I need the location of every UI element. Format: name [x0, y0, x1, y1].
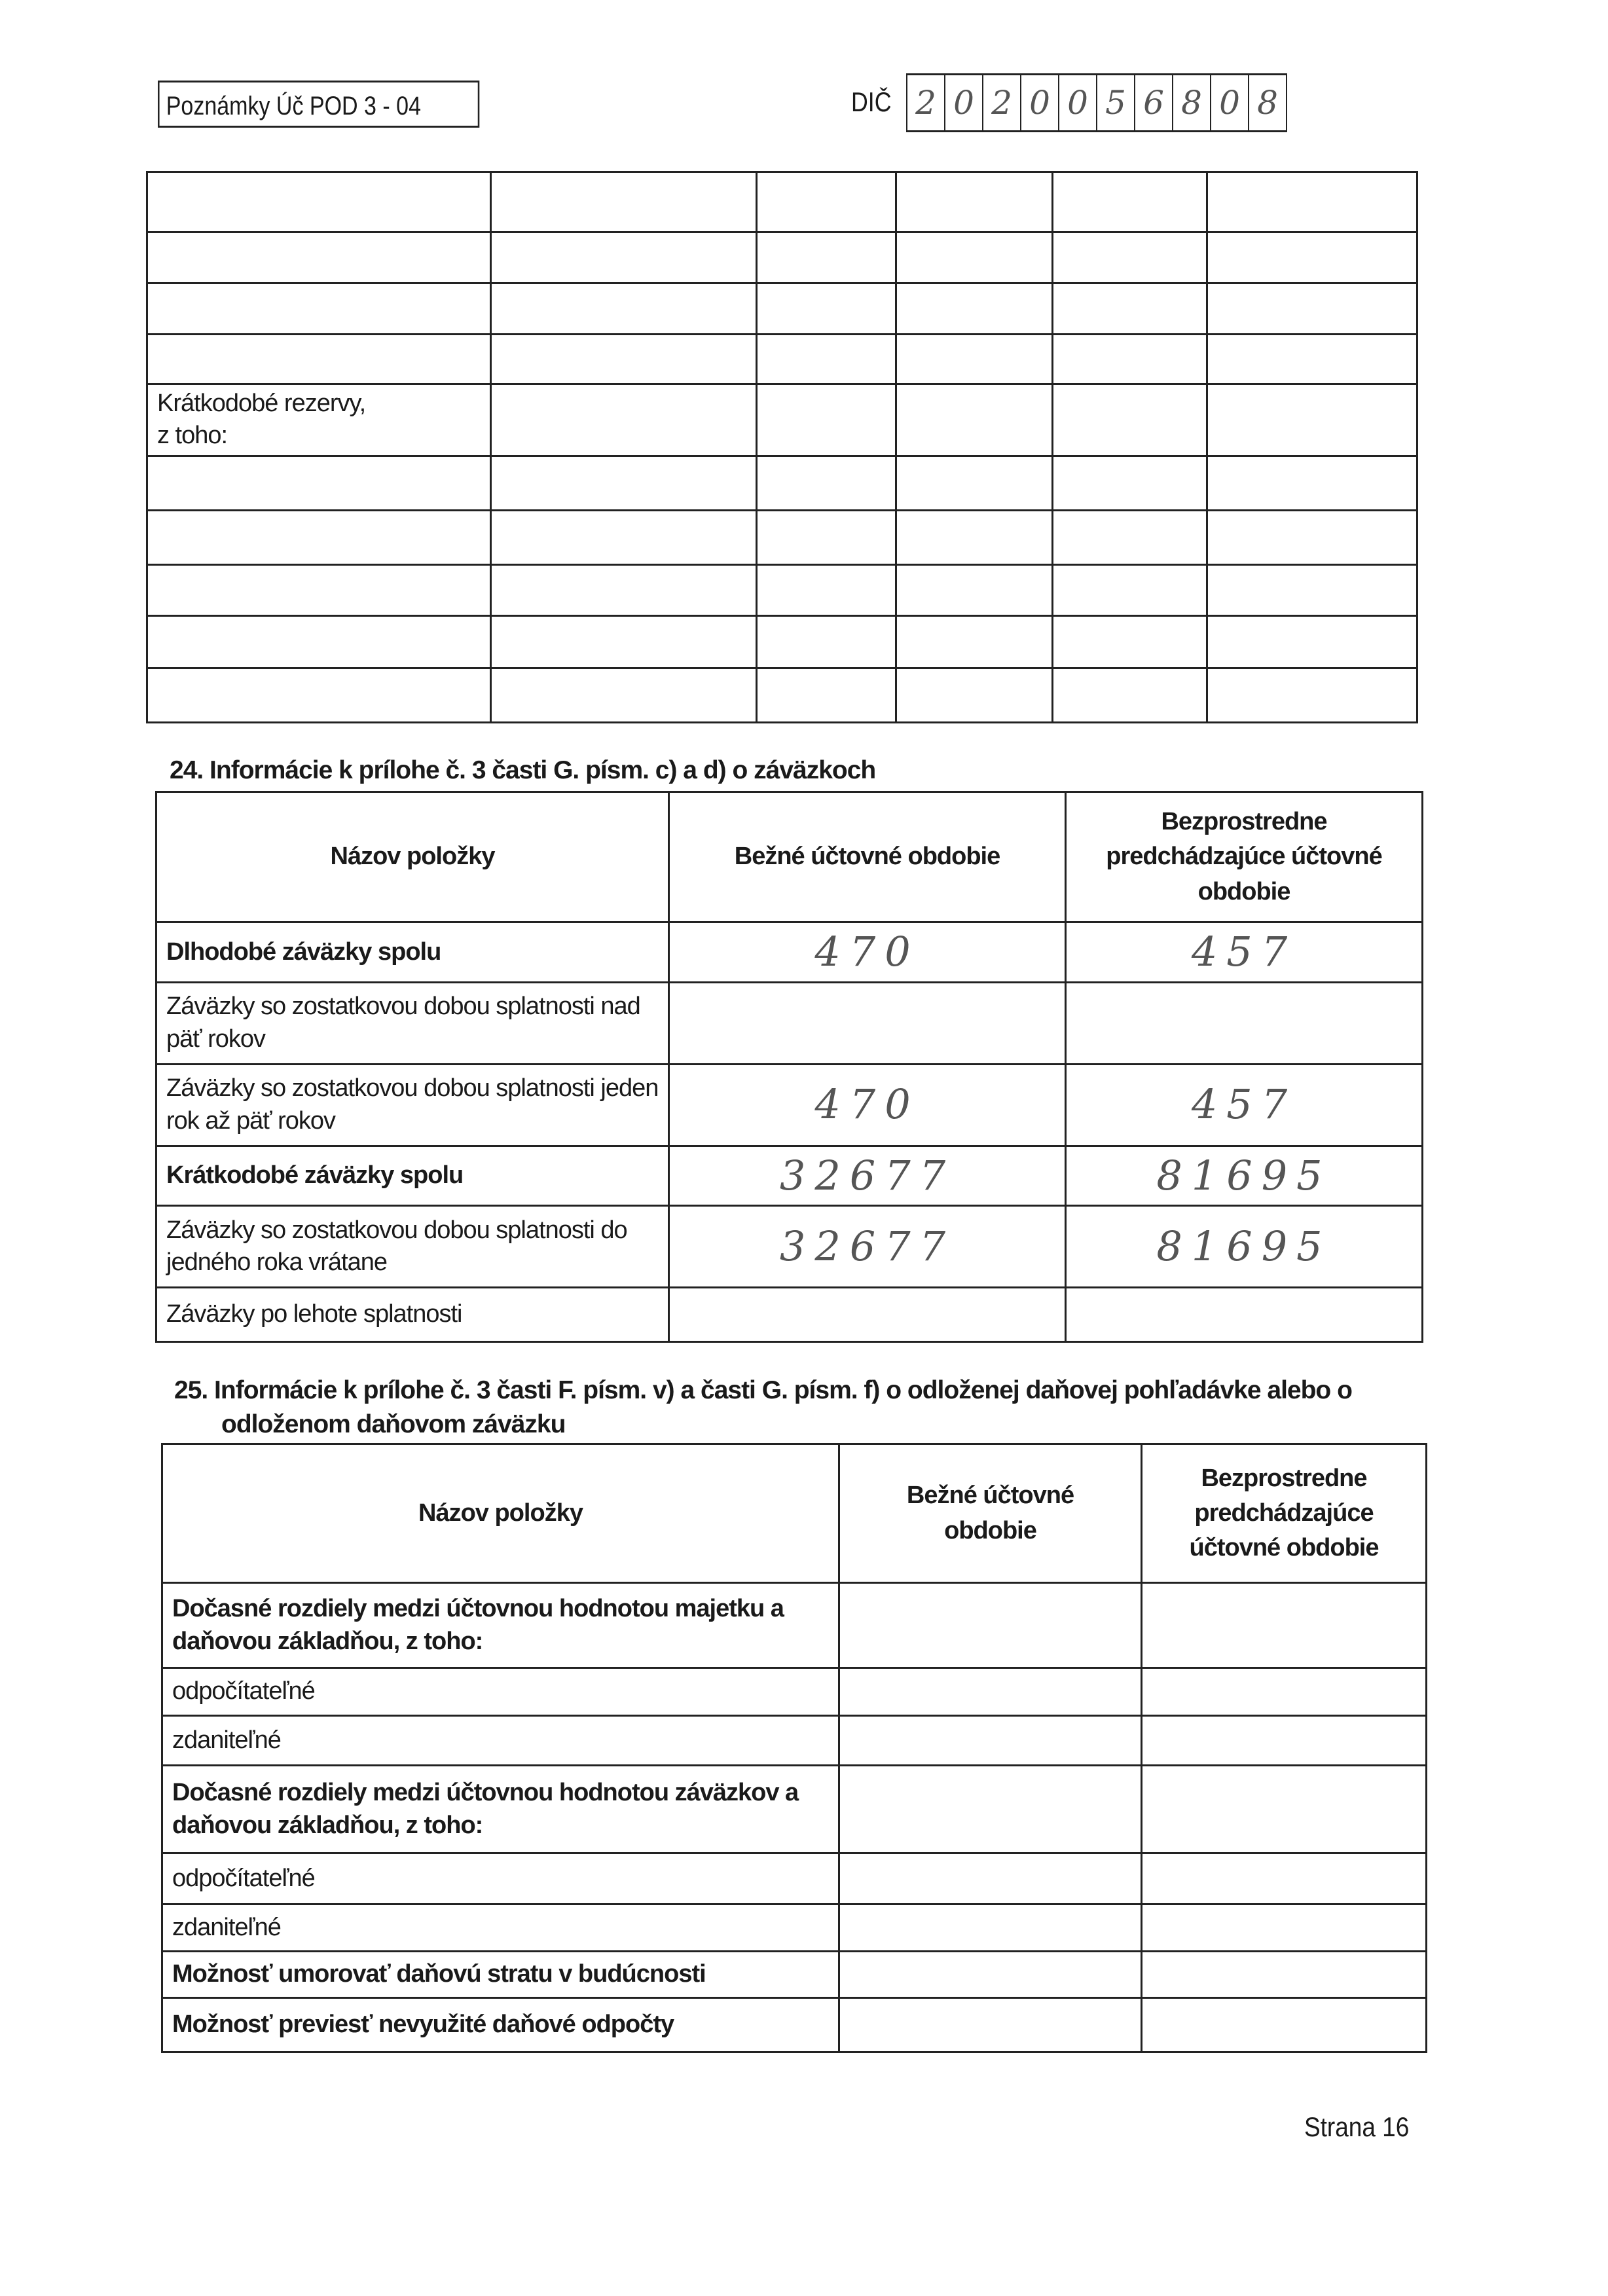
value-cell [896, 456, 1053, 510]
value-cell [1053, 172, 1207, 232]
value-cell [757, 615, 896, 668]
current-value [669, 1288, 1066, 1342]
value-cell [1207, 668, 1417, 722]
value-cell [896, 668, 1053, 722]
table-row [147, 283, 1417, 335]
section-25-title: 25. Informácie k prílohe č. 3 časti F. písm. v) a časti G. písm. f) o odloženej daňovej pohľadávke alebo o odloženom daňovom záväzku [174, 1376, 1352, 1438]
value-cell [491, 456, 757, 510]
dic-digit: 6 [1135, 75, 1173, 130]
current-value: 470 [669, 1064, 1066, 1146]
table-row [162, 1716, 1427, 1766]
value-cell [1053, 384, 1207, 456]
table-row [156, 982, 1423, 1064]
value-cell [757, 232, 896, 283]
row-label [147, 283, 491, 335]
value-cell [757, 172, 896, 232]
previous-value: 457 [1066, 922, 1423, 983]
table-row [147, 510, 1417, 564]
dic-label: DIČ [851, 86, 892, 117]
row-label: Záväzky po lehote splatnosti [156, 1288, 669, 1342]
value-cell [896, 384, 1053, 456]
dic-digit: 0 [945, 75, 983, 130]
value-cell [491, 384, 757, 456]
value-cell [1053, 615, 1207, 668]
row-label: Záväzky so zostatkovou dobou splatnosti do jedného roka vrátane [156, 1206, 669, 1288]
dic-digit: 2 [907, 75, 945, 130]
row-label: Záväzky so zostatkovou dobou splatnosti jeden rok až päť rokov [156, 1064, 669, 1146]
dic-digit: 0 [1211, 75, 1249, 130]
value-cell [491, 335, 757, 384]
row-label [147, 564, 491, 615]
value-cell [1207, 615, 1417, 668]
current-value: 32677 [669, 1206, 1066, 1288]
value-cell [896, 564, 1053, 615]
value-cell [491, 564, 757, 615]
value-cell [1207, 172, 1417, 232]
row-label: odpočítateľné [162, 1853, 839, 1904]
row-label: Krátkodobé záväzky spolu [156, 1146, 669, 1206]
value-cell [1207, 456, 1417, 510]
row-label: zdaniteľné [162, 1716, 839, 1766]
row-label [147, 335, 491, 384]
value-cell [491, 283, 757, 335]
value-cell [839, 1853, 1142, 1904]
value-cell [1142, 1716, 1427, 1766]
value-cell [757, 668, 896, 722]
row-label [147, 232, 491, 283]
reserves-table [146, 171, 1418, 723]
value-cell [491, 510, 757, 564]
table-row [162, 1583, 1427, 1668]
table-row [156, 922, 1423, 983]
value-cell [1207, 510, 1417, 564]
value-cell [491, 615, 757, 668]
previous-value: 81695 [1066, 1206, 1423, 1288]
value-cell [1053, 335, 1207, 384]
value-cell [896, 615, 1053, 668]
col-header: Bežné účtovné obdobie [839, 1444, 1142, 1583]
value-cell [1207, 283, 1417, 335]
previous-value: 457 [1066, 1064, 1423, 1146]
table-row [156, 1064, 1423, 1146]
value-cell [839, 1952, 1142, 1998]
row-label: Možnosť umorovať daňovú stratu v budúcnosti [162, 1952, 839, 1998]
row-label [147, 615, 491, 668]
table-row [147, 456, 1417, 510]
table-row [147, 335, 1417, 384]
col-header: Bezprostredne predchádzajúce účtovné obdobie [1066, 792, 1423, 922]
current-value [669, 982, 1066, 1064]
row-label: Možnosť previesť nevyužité daňové odpočty [162, 1998, 839, 2052]
value-cell [896, 283, 1053, 335]
value-cell [1142, 1904, 1427, 1952]
value-cell [1142, 1766, 1427, 1853]
row-label [147, 456, 491, 510]
value-cell [839, 1998, 1142, 2052]
table-row [147, 172, 1417, 232]
value-cell [896, 510, 1053, 564]
value-cell [1142, 1952, 1427, 1998]
value-cell [896, 335, 1053, 384]
value-cell [1142, 1998, 1427, 2052]
liabilities-table [155, 791, 1423, 1343]
table-row [147, 232, 1417, 283]
row-label: Záväzky so zostatkovou dobou splatnosti nad päť rokov [156, 982, 669, 1064]
table-row [156, 1206, 1423, 1288]
row-label [147, 510, 491, 564]
row-label: zdaniteľné [162, 1904, 839, 1952]
current-value: 470 [669, 922, 1066, 983]
col-header: Bezprostredne predchádzajúce účtovné obdobie [1142, 1444, 1427, 1583]
previous-value [1066, 1288, 1423, 1342]
value-cell [1207, 335, 1417, 384]
value-cell [757, 384, 896, 456]
table-row [156, 1288, 1423, 1342]
value-cell [839, 1904, 1142, 1952]
value-cell [1142, 1583, 1427, 1668]
table-row [147, 384, 1417, 456]
table-row [147, 564, 1417, 615]
value-cell [896, 172, 1053, 232]
dic-digit: 0 [1059, 75, 1097, 130]
value-cell [757, 456, 896, 510]
dic-digit: 8 [1173, 75, 1211, 130]
value-cell [839, 1716, 1142, 1766]
row-label: odpočítateľné [162, 1668, 839, 1716]
value-cell [1142, 1668, 1427, 1716]
value-cell [1053, 510, 1207, 564]
table-row [147, 615, 1417, 668]
form-code: Poznámky Úč POD 3 - 04 [158, 81, 479, 128]
value-cell [491, 668, 757, 722]
value-cell [1053, 283, 1207, 335]
value-cell [1053, 668, 1207, 722]
row-label: Dlhodobé záväzky spolu [156, 922, 669, 983]
value-cell [1207, 232, 1417, 283]
deferred-tax-table [161, 1443, 1427, 2053]
previous-value [1066, 982, 1423, 1064]
section-24-title: 24. Informácie k prílohe č. 3 časti G. písm. c) a d) o záväzkoch [170, 756, 876, 784]
table-row [162, 1766, 1427, 1853]
value-cell [757, 510, 896, 564]
value-cell [1207, 564, 1417, 615]
value-cell [491, 232, 757, 283]
row-label [147, 172, 491, 232]
value-cell [757, 283, 896, 335]
dic-field [906, 73, 1287, 132]
col-header: Názov položky [162, 1444, 839, 1583]
value-cell [757, 564, 896, 615]
value-cell [1053, 232, 1207, 283]
col-header: Názov položky [156, 792, 669, 922]
value-cell [839, 1766, 1142, 1853]
previous-value: 81695 [1066, 1146, 1423, 1206]
row-label: Dočasné rozdiely medzi účtovnou hodnotou záväzkov a daňovou základňou, z toho: [162, 1766, 839, 1853]
value-cell [491, 172, 757, 232]
row-label [147, 668, 491, 722]
table-row [162, 1853, 1427, 1904]
value-cell [1053, 456, 1207, 510]
dic-digit: 5 [1097, 75, 1135, 130]
value-cell [1142, 1853, 1427, 1904]
value-cell [1053, 564, 1207, 615]
table-row [162, 1904, 1427, 1952]
value-cell [896, 232, 1053, 283]
value-cell [839, 1668, 1142, 1716]
value-cell [757, 335, 896, 384]
table-row [162, 1952, 1427, 1998]
dic-digit: 8 [1249, 75, 1287, 130]
table-row [147, 668, 1417, 722]
value-cell [839, 1583, 1142, 1668]
col-header: Bežné účtovné obdobie [669, 792, 1066, 922]
table-row [156, 1146, 1423, 1206]
dic-digit: 0 [1021, 75, 1059, 130]
current-value: 32677 [669, 1146, 1066, 1206]
row-label: Krátkodobé rezervy, z toho: [147, 384, 491, 456]
table-row [162, 1668, 1427, 1716]
row-label: Dočasné rozdiely medzi účtovnou hodnotou majetku a daňovou základňou, z toho: [162, 1583, 839, 1668]
value-cell [1207, 384, 1417, 456]
page-number: Strana 16 [1304, 2111, 1410, 2142]
table-row [162, 1998, 1427, 2052]
dic-digit: 2 [983, 75, 1021, 130]
